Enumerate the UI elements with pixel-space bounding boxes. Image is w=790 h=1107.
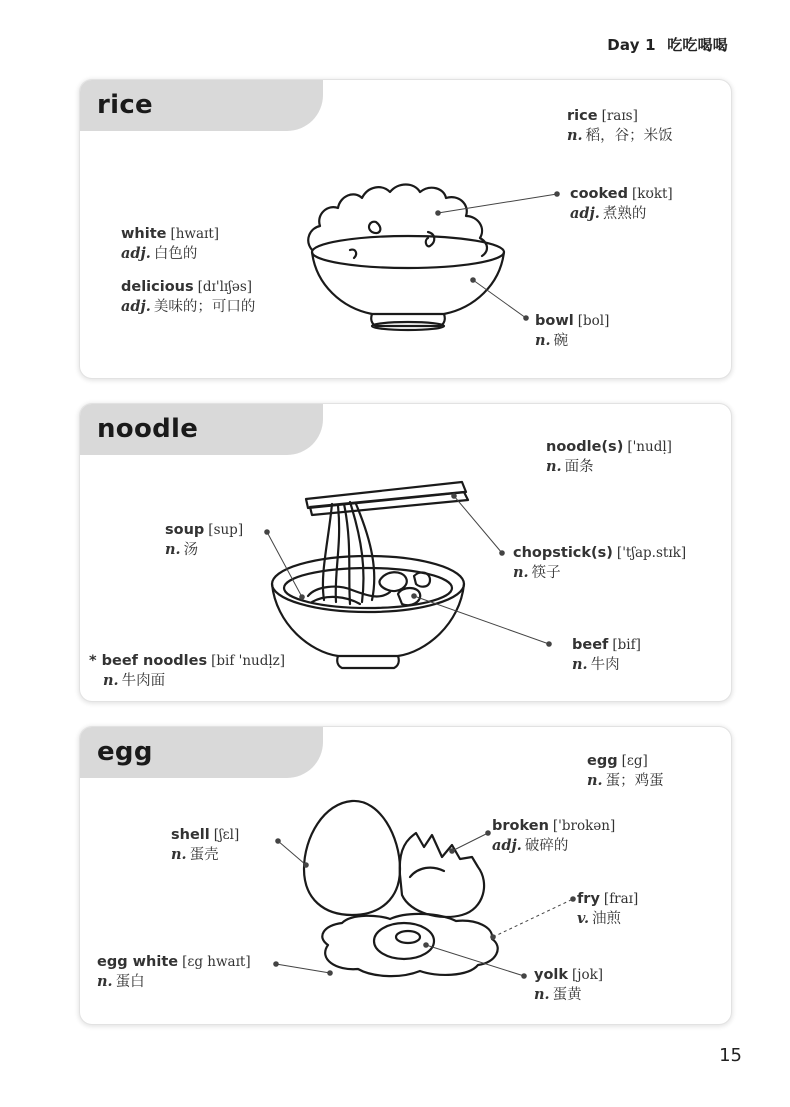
section-title: rice xyxy=(97,90,153,120)
label-chopstick: chopstick(s) ['tʃap.stɪk] n. 筷子 xyxy=(513,545,687,581)
label-beef-noodles: * beef noodles [bif 'nudḷz] n. 牛肉面 xyxy=(89,653,286,689)
label-yolk: yolk [jok] n. 蛋黄 xyxy=(534,967,604,1003)
label-egg-white: egg white [ɛg hwaɪt] n. 蛋白 xyxy=(97,954,251,990)
bowl-rim xyxy=(312,236,504,268)
rice-heap xyxy=(308,185,487,257)
page-number: 15 xyxy=(719,1045,742,1066)
page-header xyxy=(607,34,728,55)
label-delicious: delicious [dɪ'lɪʃəs] adj. 美味的；可口的 xyxy=(121,279,256,315)
label-white: white [hwaɪt] adj. 白色的 xyxy=(121,226,220,262)
egg-card xyxy=(80,727,731,1024)
section-title: noodle xyxy=(97,414,199,444)
label-broken: broken ['brokən] adj. 破碎的 xyxy=(492,818,616,854)
label-cooked: cooked [kʊkt] adj. 煮熟的 xyxy=(570,186,673,222)
label-soup: soup [sup] n. 汤 xyxy=(165,522,244,558)
chapter-title: 吃吃喝喝 xyxy=(667,36,728,54)
section-title: egg xyxy=(97,737,153,767)
label-shell: shell [ʃɛl] n. 蛋壳 xyxy=(171,827,240,863)
yolk xyxy=(374,923,434,959)
label-bowl: bowl [bol] n. 碗 xyxy=(535,313,610,349)
rice-card xyxy=(80,80,731,378)
label-egg: egg [ɛg] n. 蛋；鸡蛋 xyxy=(587,753,664,789)
day-label: Day 1 xyxy=(607,36,656,54)
label-fry: fry [fraɪ] v. 油煎 xyxy=(577,891,639,927)
label-noodle: noodle(s) ['nudḷ] n. 面条 xyxy=(546,439,672,475)
label-rice: rice [raɪs] n. 稻，谷；米饭 xyxy=(567,108,673,144)
whole-egg xyxy=(304,801,400,915)
label-beef: beef [bif] n. 牛肉 xyxy=(572,637,641,673)
bowl-body xyxy=(312,252,504,314)
noodle-card xyxy=(80,404,731,701)
